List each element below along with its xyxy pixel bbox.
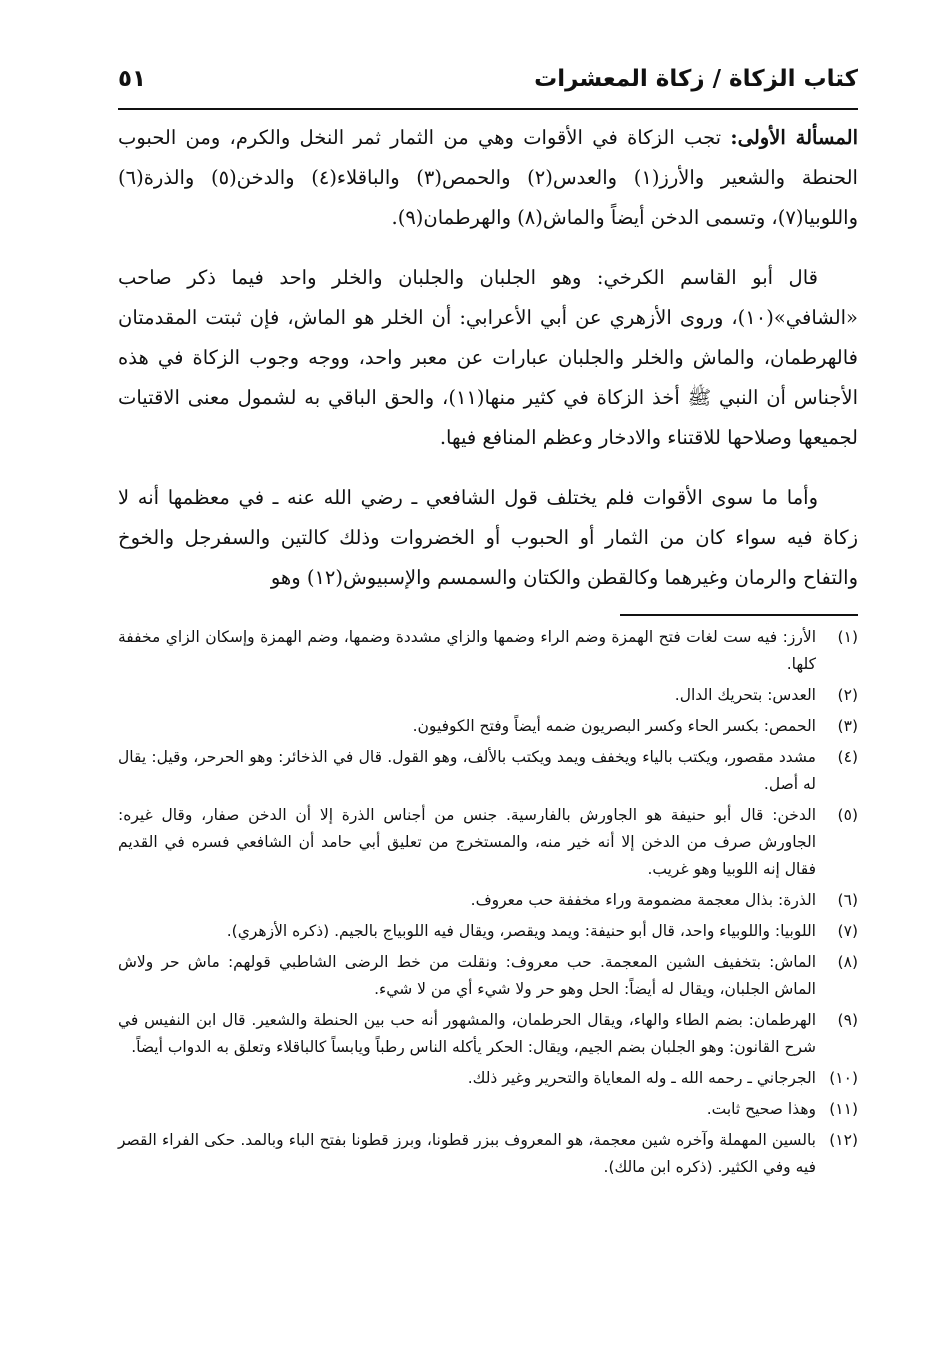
footnote-number: (٢) [837,686,858,704]
footnote-text: الجرجاني ـ رحمه الله ـ وله المعاياة والتحرير وغير ذلك. [467,1069,816,1087]
footnote-text: الحمص: بكسر الحاء وكسر البصريون ضمه أيضاً وفتح الكوفيون. [412,717,816,735]
footnote [118,744,858,798]
footnote-number: (١) [837,628,858,646]
paragraph-3: وأما ما سوى الأقوات فلم يختلف قول الشافعي ـ رضي الله عنه ـ في معظمها أنه لا زكاة فيه سواء كان من الثمار أو الحبوب أو الخضروات وذلك كالتين والسفرجل والخوخ والتفاح والرمان وغيرهما وكالقطن والكتان والسمسم والإسبيوش(١٢) وهو [118,486,858,589]
footnote-number: (١٠) [829,1069,858,1087]
footnote [118,918,858,945]
footnote [118,887,858,914]
footnote-text: الدخن: قال أبو حنيفة هو الجاورش بالفارسية. جنس من أجناس الذرة إلا أن الدخن صفار، وقال غيره: الجاورش صرف من الدخن إلا أنه خير منه، والمستخرج من تعليق أبي حامد أن الشافعي فسره في القديم فقال إنه اللوبيا وهو غريب. [118,806,816,878]
footnote-number: (٤) [837,748,858,766]
footnote-text: وهذا صحيح ثابت. [706,1100,816,1118]
footnote [118,1007,858,1061]
page-number: ٥١ [118,66,147,92]
paragraph-1-text: تجب الزكاة في الأقوات وهي من الثمار ثمر النخل والكرم، ومن الحبوب الحنطة والشعير والأرز(١) والعدس(٢) والحمص(٣) والباقلاء(٤) والدخن(٥) والذرة(٦) واللوبيا(٧)، وتسمى الدخن أيضاً والماش(٨) والهرطمان(٩). [118,126,858,229]
footnote-text: الذرة: بذال معجمة مضمومة وراء مخففة حب معروف. [470,891,816,909]
paragraph-1 [118,118,858,238]
footnote-text: اللوبيا: واللوبياء واحد، قال أبو حنيفة: ويمد ويقصر، ويقال فيه اللوبياج بالجيم. (ذكره الأزهري). [226,922,816,940]
main-text [118,118,858,598]
header-rule [118,108,858,110]
footnote [118,1065,858,1092]
footnote [118,949,858,1003]
footnote-number: (٣) [837,717,858,735]
footnote-number: (٩) [837,1011,858,1029]
footnote [118,1096,858,1123]
footnote-number: (١٢) [829,1131,858,1149]
footnote-number: (٧) [837,922,858,940]
footnote-text: الماش: بتخفيف الشين المعجمة. حب معروف: ونقلت من خط الرضى الشاطبي قولهم: ماش حر ولاش الماش الجلبان، ويقال له أيضاً: الحل وهو حر ولا شيء أي من لا شيء. [118,953,816,998]
footnote-number: (١١) [829,1100,858,1118]
footnote [118,802,858,883]
footnote [118,682,858,709]
footnote-number: (٦) [837,891,858,909]
footnote [118,624,858,678]
footnote-number: (٨) [837,953,858,971]
running-header [118,60,858,110]
footnote-text: بالسين المهملة وآخره شين معجمة، هو المعروف ببزر قطونا، وبرز قطونا بفتح الباء وبالمد. حكى الفراء القصر فيه وفي الكثير. (ذكره ابن مالك). [118,1131,816,1176]
footnote-text: مشدد مقصور، ويكتب بالياء ويخفف ويمد ويكتب بالألف، وهو القول. قال في الذخائر: وهو الحرحر، وقيل: يقال له أصل. [118,748,816,793]
paragraph-2: قال أبو القاسم الكرخي: وهو الجلبان والجلبان والخلر واحد فيما ذكر صاحب «الشافي»(١٠)، وروى الأزهري عن أبي الأعرابي: أن الخلر هو الماش، فإن ثبتت المقدمتان فالهرطمان، والماش والخلر والجلبان عبارات عن معبر واحد، ووجه وجوب الزكاة في هذه الأجناس أن النبي ﷺ أخذ الزكاة في كثير منها(١١)، والحق الباقي به لشمول معنى الاقتيات لجميعها وصلاحها للاقتناء والادخار وعظم المنافع فيها. [118,266,858,449]
footnote-separator [620,614,858,616]
footnote [118,713,858,740]
footnote-text: العدس: بتحريك الدال. [674,686,816,704]
issue-heading: المسألة الأولى: [730,126,858,149]
chapter-title: كتاب الزكاة / زكاة المعشرات [534,66,858,92]
footnote-text: الأرز: فيه ست لغات فتح الهمزة وضم الراء وضمها والزاي مشددة وضمها، وضم الهمزة وإسكان الزاي مخففة كلها. [118,628,816,673]
footnote [118,1127,858,1181]
footnote-number: (٥) [837,806,858,824]
footnotes-section [118,624,858,1185]
footnote-text: الهرطمان: بضم الطاء والهاء، ويقال الحرطمان، والمشهور أنه حب بين الحنطة والشعير. قال ابن النفيس في شرح القانون: وهو الجلبان بضم الجيم، ويقال: الحكر يأكله الناس رطباً ويابساً كالباقلاء وتعلق به الدواب أيضاً. [118,1011,816,1056]
